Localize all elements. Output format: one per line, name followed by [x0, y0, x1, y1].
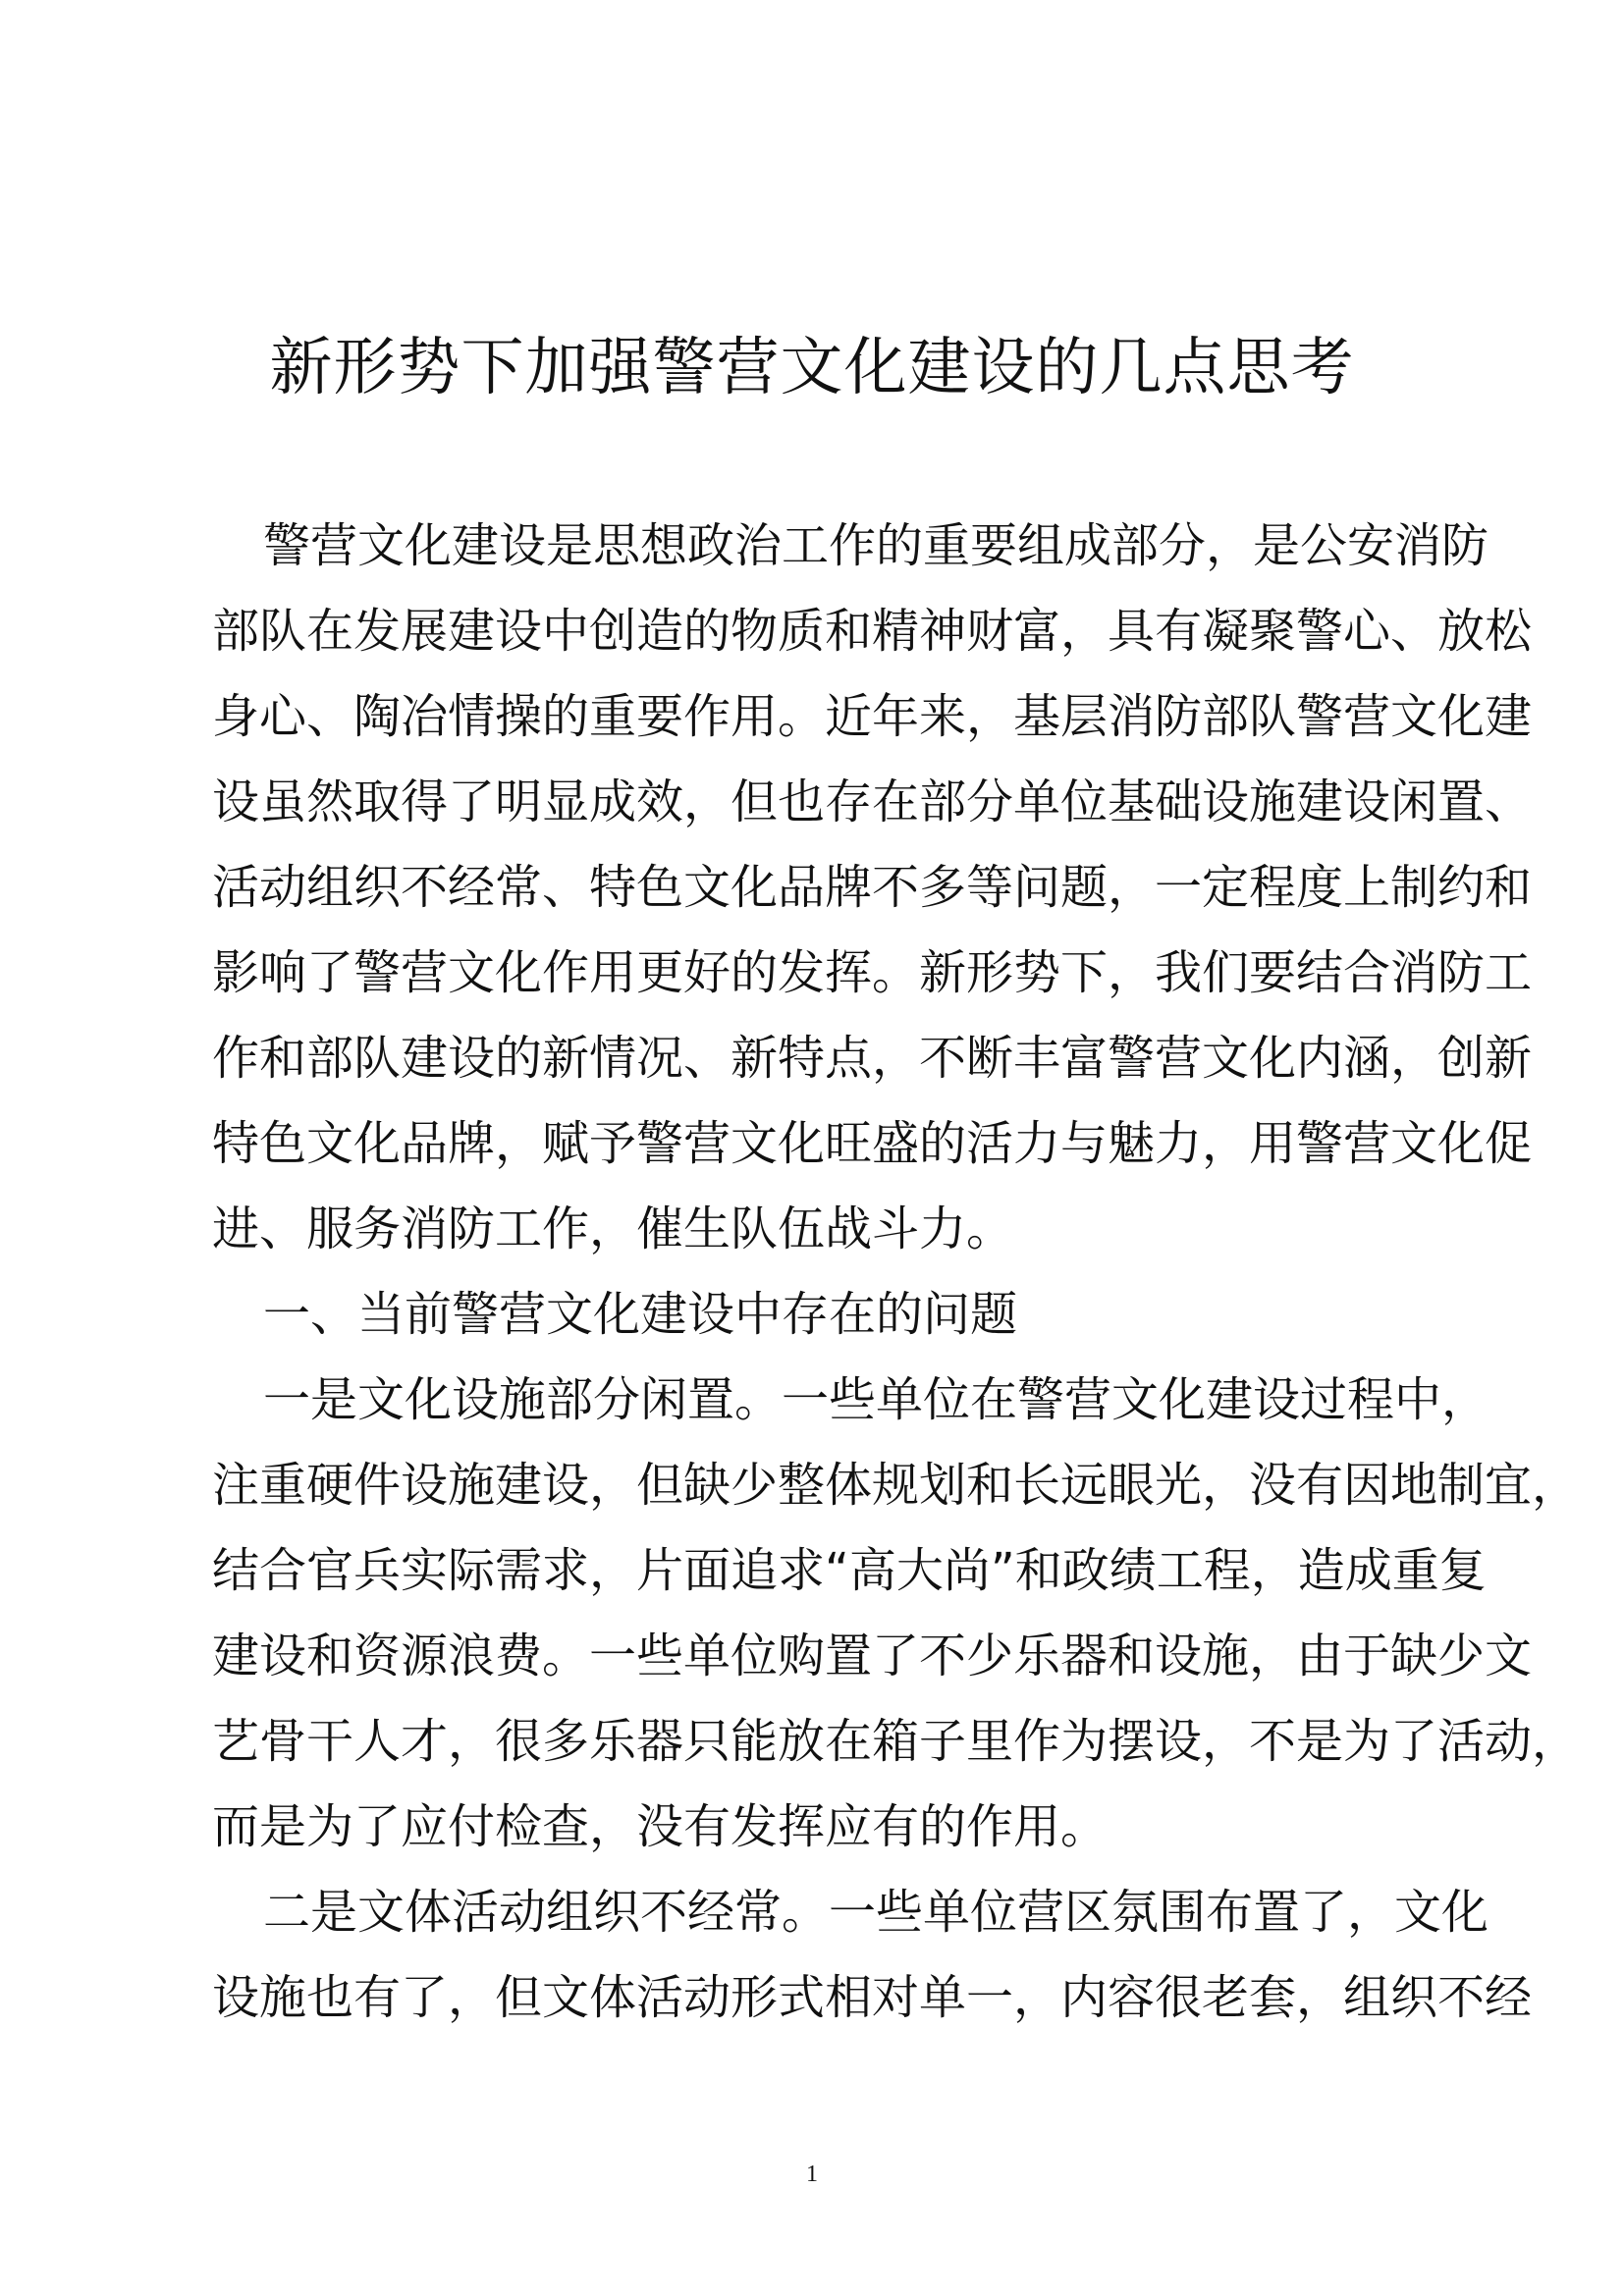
paragraph-line: 特色文化品牌，赋予警营文化旺盛的活力与魅力，用警营文化促: [212, 1116, 1533, 1171]
paragraph-line: 二是文体活动组织不经常。一些单位营区氛围布置了，文化: [263, 1885, 1489, 1940]
paragraph-line: 设虽然取得了明显成效，但也存在部分单位基础设施建设闲置、: [212, 774, 1533, 829]
paragraph-line: 注重硬件设施建设，但缺少整体规划和长远眼光，没有因地制宜，: [212, 1458, 1580, 1513]
paragraph-line: 进、服务消防工作，催生队伍战斗力。: [212, 1201, 1014, 1256]
paragraph-line: 活动组织不经常、特色文化品牌不多等问题，一定程度上制约和: [212, 860, 1533, 915]
paragraph-line: 影响了警营文化作用更好的发挥。新形势下，我们要结合消防工: [212, 945, 1533, 1000]
paragraph-line: 结合官兵实际需求，片面追求“高大尚”和政绩工程，造成重复: [212, 1543, 1487, 1598]
paragraph-line: 部队在发展建设中创造的物质和精神财富，具有凝聚警心、放松: [212, 604, 1533, 659]
paragraph-line: 而是为了应付检查，没有发挥应有的作用。: [212, 1799, 1109, 1854]
paragraph-line: 作和部队建设的新情况、新特点，不断丰富警营文化内涵，创新: [212, 1031, 1533, 1086]
document-title: 新形势下加强警营文化建设的几点思考: [269, 332, 1355, 404]
paragraph-line: 一是文化设施部分闲置。一些单位在警营文化建设过程中，: [263, 1372, 1489, 1427]
paragraph-line: 身心、陶冶情操的重要作用。近年来，基层消防部队警营文化建: [212, 689, 1533, 744]
paragraph-line: 艺骨干人才，很多乐器只能放在箱子里作为摆设，不是为了活动，: [212, 1714, 1580, 1769]
section-heading: 一、当前警营文化建设中存在的问题: [263, 1287, 1018, 1342]
paragraph-line: 警营文化建设是思想政治工作的重要组成部分，是公安消防: [263, 518, 1489, 573]
paragraph-line: 建设和资源浪费。一些单位购置了不少乐器和设施，由于缺少文: [212, 1629, 1533, 1683]
page-number: 1: [806, 2162, 818, 2187]
paragraph-line: 设施也有了，但文体活动形式相对单一，内容很老套，组织不经: [212, 1970, 1533, 2025]
